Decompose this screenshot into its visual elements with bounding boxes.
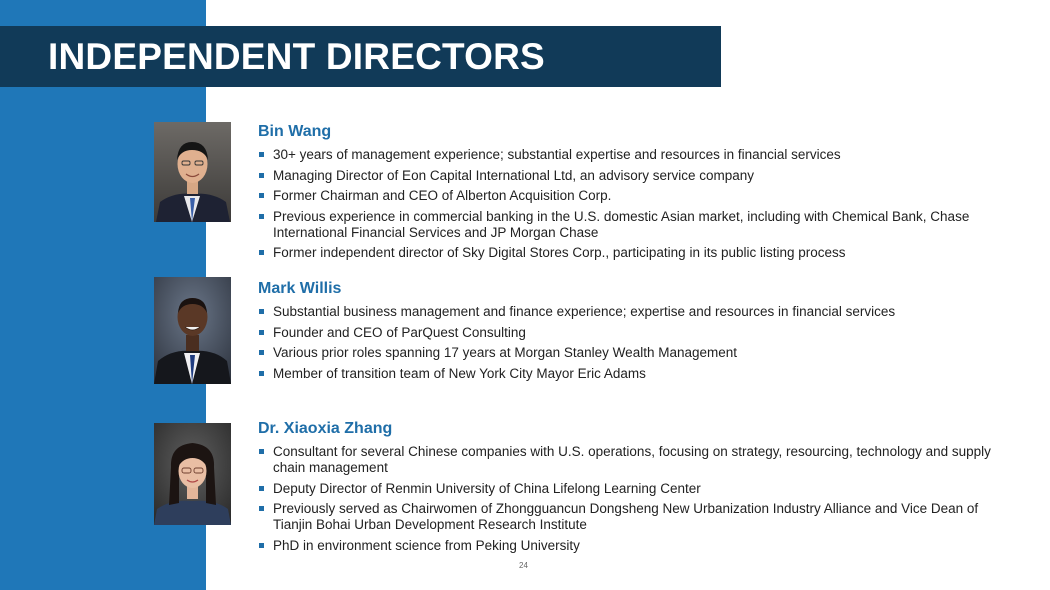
bullet-item: Managing Director of Eon Capital International Ltd, an advisory service company: [258, 168, 998, 184]
title-banner: [0, 26, 721, 87]
bullet-item: Member of transition team of New York City Mayor Eric Adams: [258, 366, 998, 382]
bullet-item: Substantial business management and finance experience; expertise and resources in financial services: [258, 304, 998, 320]
portrait-icon: [154, 122, 231, 222]
director-photo-bin-wang: [154, 122, 231, 222]
director-name: Bin Wang: [258, 123, 332, 140]
bullet-item: Previous experience in commercial banking in the U.S. domestic Asian market, including with Chemical Bank, Chase International Financial Services and JP Morgan Chase: [258, 209, 998, 241]
bullet-item: Various prior roles spanning 17 years at Morgan Stanley Wealth Management: [258, 345, 998, 361]
director-photo-mark-willis: [154, 277, 231, 384]
bullet-item: Founder and CEO of ParQuest Consulting: [258, 325, 998, 341]
director-bullet-list: [258, 444, 998, 554]
bullet-item: Former independent director of Sky Digital Stores Corp., participating in its public listing process: [258, 245, 998, 261]
bullet-item: Consultant for several Chinese companies with U.S. operations, focusing on strategy, resourcing, technology and supply chain management: [258, 444, 998, 476]
director-name: Mark Willis: [258, 280, 342, 297]
portrait-icon: [154, 423, 231, 525]
director-photo-xiaoxia-zhang: [154, 423, 231, 525]
bullet-item: 30+ years of management experience; substantial expertise and resources in financial services: [258, 147, 998, 163]
director-block-bin-wang: [258, 122, 998, 266]
bullet-item: Previously served as Chairwomen of Zhongguancun Dongsheng New Urbanization Industry Alliance and Vice Dean of Tianjin Bohai Urban Development Research Institute: [258, 501, 998, 533]
director-block-xiaoxia-zhang: [258, 419, 998, 558]
bullet-item: Deputy Director of Renmin University of China Lifelong Learning Center: [258, 481, 998, 497]
portrait-icon: [154, 277, 231, 384]
page-number: 24: [519, 561, 528, 570]
director-bullet-list: [258, 304, 998, 382]
director-bullet-list: [258, 147, 998, 261]
bullet-item: PhD in environment science from Peking University: [258, 538, 998, 554]
bullet-item: Former Chairman and CEO of Alberton Acquisition Corp.: [258, 188, 998, 204]
director-name: Dr. Xiaoxia Zhang: [258, 420, 393, 437]
page-title: INDEPENDENT DIRECTORS: [48, 36, 545, 77]
director-block-mark-willis: [258, 279, 998, 386]
